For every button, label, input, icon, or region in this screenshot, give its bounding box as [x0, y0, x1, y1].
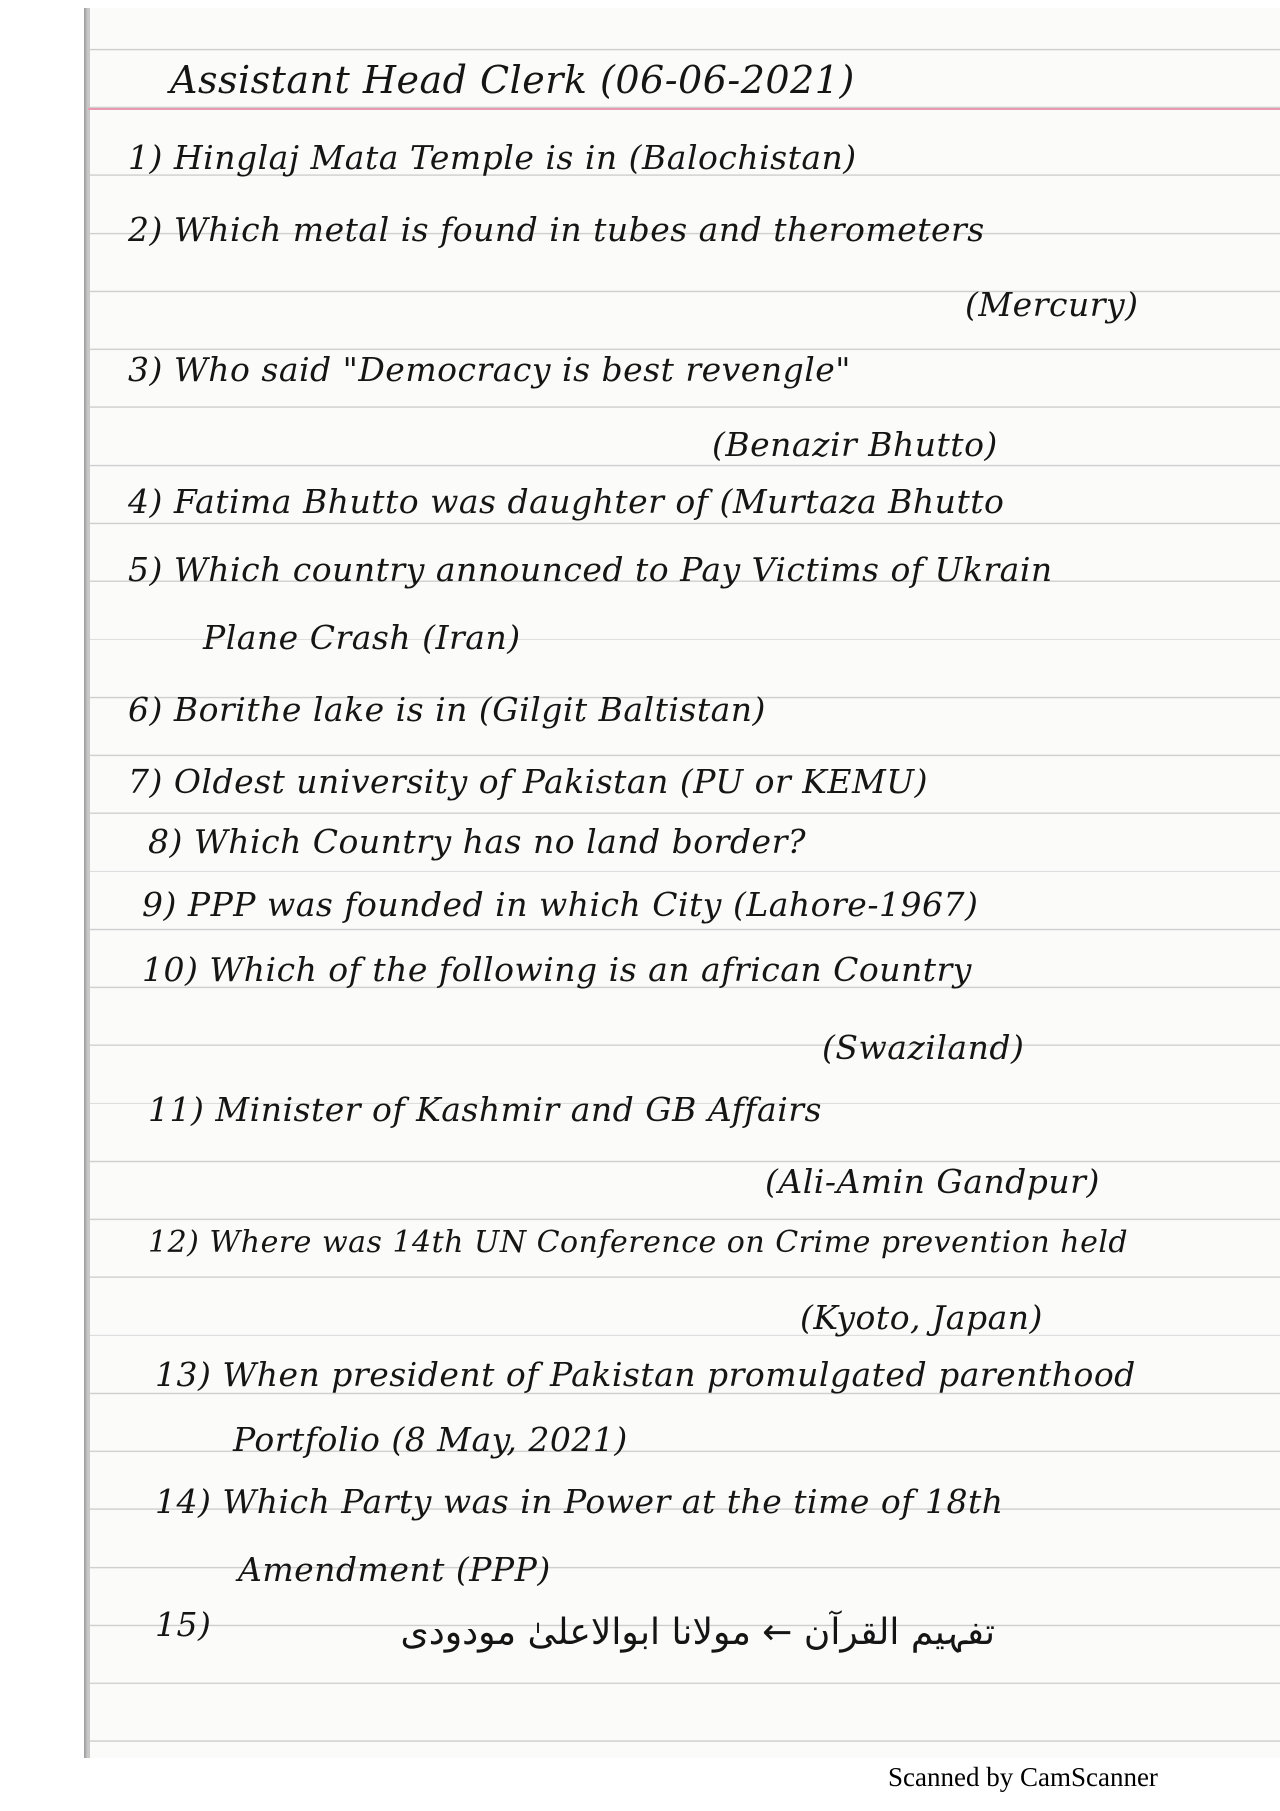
note-line: 1) Hinglaj Mata Temple is in (Balochistan): [128, 138, 857, 177]
note-line: 10) Which of the following is an african Country: [142, 950, 972, 989]
note-line: 2) Which metal is found in tubes and therometers: [128, 210, 985, 249]
note-line-continued: Amendment (PPP): [238, 1550, 551, 1589]
page-title: Assistant Head Clerk (06-06-2021): [170, 58, 855, 102]
top-margin-line: [88, 108, 1280, 110]
note-line: 4) Fatima Bhutto was daughter of (Murtaza Bhutto: [128, 482, 1005, 521]
note-line: 11) Minister of Kashmir and GB Affairs: [148, 1090, 822, 1129]
urdu-note-line: تفہیم القرآن ← مولانا ابوالاعلیٰ مودودی: [400, 1612, 995, 1653]
note-line: 6) Borithe lake is in (Gilgit Baltistan): [128, 690, 766, 729]
note-line: 8) Which Country has no land border?: [148, 822, 807, 861]
note-line-continued: Portfolio (8 May, 2021): [233, 1420, 628, 1459]
note-line: 7) Oldest university of Pakistan (PU or KEMU): [128, 762, 928, 801]
note-line-continued: Plane Crash (Iran): [203, 618, 521, 657]
note-line: 3) Who said "Democracy is best revengle": [128, 350, 851, 389]
note-line: 9) PPP was founded in which City (Lahore-1967): [142, 885, 979, 924]
note-answer-line: (Mercury): [965, 285, 1139, 324]
note-line: 13) When president of Pakistan promulgated parenthood: [155, 1355, 1136, 1394]
note-answer-line: (Kyoto, Japan): [800, 1298, 1043, 1337]
note-line: 5) Which country announced to Pay Victims of Ukrain: [128, 550, 1053, 589]
note-answer-line: (Benazir Bhutto): [712, 425, 998, 464]
note-line: 14) Which Party was in Power at the time of 18th: [155, 1482, 1004, 1521]
note-answer-line: (Ali-Amin Gandpur): [765, 1162, 1100, 1201]
note-line: 12) Where was 14th UN Conference on Crime prevention held: [148, 1225, 1129, 1260]
note-line: 15): [155, 1605, 212, 1644]
scanner-watermark: Scanned by CamScanner: [888, 1762, 1158, 1792]
note-answer-line: (Swaziland): [822, 1028, 1025, 1067]
